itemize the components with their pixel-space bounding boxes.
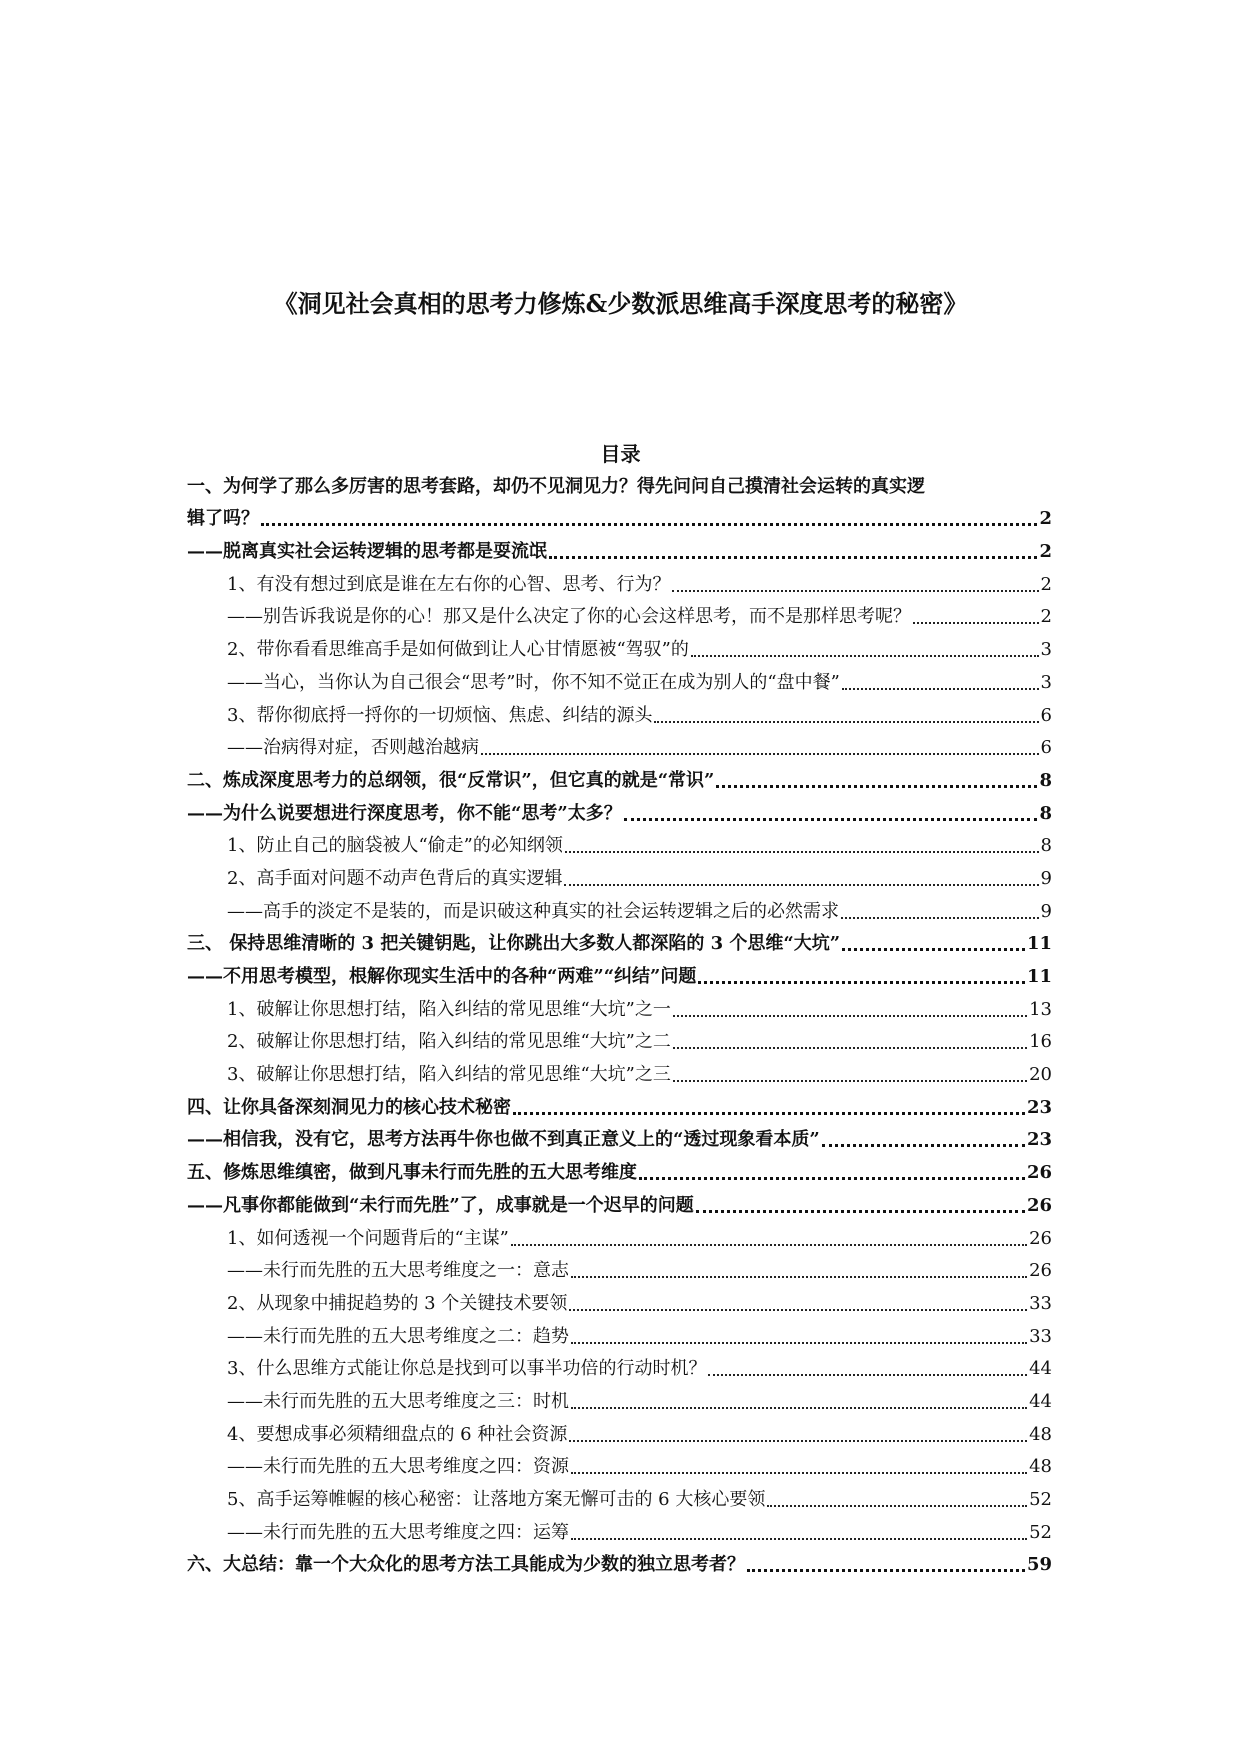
- toc-entry[interactable]: [187, 732, 1052, 765]
- toc-entry[interactable]: [187, 503, 1052, 536]
- toc-entry-text: ——为什么说要想进行深度思考，你不能“思考”太多？: [187, 802, 622, 824]
- toc-page-number: 2: [1040, 573, 1052, 595]
- toc-entry-text: 5、高手运筹帷幄的核心秘密：让落地方案无懈可击的 6 大核心要领: [227, 1489, 766, 1510]
- toc-entry-text: 辑了吗？: [187, 508, 259, 530]
- toc-page-number: 3: [1040, 639, 1052, 661]
- toc-entry[interactable]: [187, 1091, 1052, 1124]
- toc-entry[interactable]: [187, 797, 1052, 830]
- toc-entry-text: 3、什么思维方式能让你总是找到可以事半功倍的行动时机？: [227, 1358, 707, 1380]
- toc-entry-text: 五、修炼思维缜密，做到凡事未行而先胜的五大思考维度: [187, 1162, 637, 1184]
- toc-entry[interactable]: [187, 1124, 1052, 1157]
- toc-page-number: 2: [1039, 541, 1052, 563]
- toc-entry-text: 4、要想成事必须精细盘点的 6 种社会资源: [227, 1423, 568, 1445]
- toc-entry-text: ——凡事你都能做到“未行而先胜”了，成事就是一个迟早的问题: [187, 1194, 694, 1216]
- toc-page-number: 20: [1029, 1064, 1052, 1086]
- toc-entry[interactable]: [187, 1255, 1052, 1288]
- toc-entry[interactable]: [187, 1451, 1052, 1484]
- dot-leader: [569, 1440, 1027, 1442]
- toc-entry-text: ——未行而先胜的五大思考维度之四：运筹: [227, 1521, 569, 1543]
- toc-entry[interactable]: [187, 1353, 1052, 1386]
- table-of-contents: [187, 470, 1052, 1581]
- toc-entry-text: 1、防止自己的脑袋被人“偷走”的必知纲领: [227, 835, 563, 857]
- toc-entry[interactable]: [187, 666, 1052, 699]
- dot-leader: [691, 655, 1039, 657]
- toc-page-number: 26: [1029, 1260, 1052, 1282]
- dot-leader: [511, 1244, 1027, 1246]
- toc-page-number: 59: [1026, 1554, 1052, 1576]
- toc-entry-text: ——相信我，没有它，思考方法再牛你也做不到真正意义上的“透过现象看本质”: [187, 1129, 820, 1151]
- dot-leader: [716, 785, 1037, 788]
- toc-entry-text: ——高手的淡定不是装的，而是识破这种真实的社会运转逻辑之后的必然需求: [227, 900, 839, 922]
- dot-leader: [624, 818, 1038, 821]
- toc-page-number: 44: [1029, 1358, 1052, 1380]
- dot-leader: [841, 917, 1039, 919]
- dot-leader: [569, 1309, 1027, 1311]
- toc-entry-text: ——别告诉我说是你的心！那又是什么决定了你的心会这样思考，而不是那样思考呢？: [227, 606, 911, 628]
- toc-entry-text: 1、破解让你思想打结，陷入纠结的常见思维“大坑”之一: [227, 998, 671, 1020]
- toc-entry[interactable]: [187, 633, 1052, 666]
- toc-entry-text: ——脱离真实社会运转逻辑的思考都是耍流氓: [187, 541, 547, 563]
- dot-leader: [672, 590, 1038, 592]
- toc-entry[interactable]: [187, 601, 1052, 634]
- toc-page-number: 26: [1026, 1194, 1052, 1216]
- dot-leader: [571, 1538, 1027, 1540]
- dot-leader: [747, 1569, 1025, 1572]
- toc-entry[interactable]: [187, 960, 1052, 993]
- toc-entry[interactable]: [187, 535, 1052, 568]
- toc-page-number: 9: [1040, 867, 1052, 889]
- toc-entry-text: ——当心，当你认为自己很会“思考”时，你不知不觉正在成为别人的“盘中餐”: [227, 671, 840, 693]
- toc-entry[interactable]: [187, 1156, 1052, 1189]
- toc-page-number: 33: [1029, 1292, 1052, 1314]
- toc-entry[interactable]: [187, 699, 1052, 732]
- dot-leader: [696, 1210, 1025, 1213]
- dot-leader: [842, 948, 1025, 951]
- toc-entry-text: ——未行而先胜的五大思考维度之一：意志: [227, 1260, 569, 1282]
- toc-page-number: 23: [1026, 1096, 1052, 1118]
- toc-entry[interactable]: [187, 993, 1052, 1026]
- toc-entry[interactable]: [187, 470, 1052, 503]
- dot-leader: [698, 981, 1025, 984]
- toc-entry-text: ——不用思考模型，根解你现实生活中的各种“两难”“纠结”问题: [187, 966, 697, 987]
- toc-page-number: 26: [1029, 1227, 1052, 1249]
- toc-page-number: 52: [1029, 1489, 1052, 1510]
- toc-entry-text: ——治病得对症，否则越治越病: [227, 737, 479, 759]
- toc-entry-text: 三、 保持思维清晰的 3 把关键钥匙，让你跳出大多数人都深陷的 3 个思维“大坑”: [187, 933, 841, 955]
- toc-page-number: 3: [1040, 671, 1052, 693]
- toc-page-number: 48: [1029, 1456, 1052, 1478]
- toc-entry[interactable]: [187, 1222, 1052, 1255]
- dot-leader: [822, 1144, 1025, 1147]
- toc-entry[interactable]: [187, 1385, 1052, 1418]
- toc-entry[interactable]: [187, 1287, 1052, 1320]
- dot-leader: [767, 1505, 1027, 1507]
- toc-entry-text: 一、为何学了那么多厉害的思考套路，却仍不见洞见力？得先问问自己摸清社会运转的真实逻: [187, 475, 925, 497]
- dot-leader: [571, 1342, 1027, 1344]
- toc-entry-text: ——未行而先胜的五大思考维度之三：时机: [227, 1390, 569, 1412]
- dot-leader: [571, 1472, 1027, 1474]
- toc-entry-text: ——未行而先胜的五大思考维度之二：趋势: [227, 1325, 569, 1347]
- toc-page-number: 8: [1040, 835, 1052, 857]
- toc-page-number: 23: [1026, 1129, 1052, 1151]
- dot-leader: [842, 688, 1039, 690]
- dot-leader: [261, 523, 1037, 526]
- dot-leader: [571, 1276, 1027, 1278]
- toc-page-number: 8: [1039, 769, 1052, 791]
- document-title: 《洞见社会真相的思考力修炼&少数派思维高手深度思考的秘密》: [273, 289, 968, 318]
- toc-entry-text: ——未行而先胜的五大思考维度之四：资源: [227, 1456, 569, 1478]
- toc-page-number: 6: [1040, 704, 1052, 726]
- dot-leader: [913, 622, 1039, 624]
- toc-page-number: 26: [1026, 1162, 1052, 1184]
- toc-entry[interactable]: [187, 1026, 1052, 1059]
- toc-entry[interactable]: [187, 928, 1052, 961]
- dot-leader: [673, 1047, 1027, 1049]
- toc-page-number: 13: [1029, 998, 1052, 1020]
- toc-entry[interactable]: [187, 1320, 1052, 1353]
- toc-entry-text: 2、高手面对问题不动声色背后的真实逻辑: [227, 867, 563, 889]
- toc-entry[interactable]: [187, 568, 1052, 601]
- toc-page-number: 44: [1029, 1390, 1052, 1412]
- toc-entry-text: 3、帮你彻底捋一捋你的一切烦恼、焦虑、纠结的源头: [227, 704, 653, 726]
- dot-leader: [513, 1112, 1025, 1115]
- toc-entry[interactable]: [187, 1418, 1052, 1451]
- toc-page-number: 2: [1039, 508, 1052, 530]
- dot-leader: [673, 1080, 1027, 1082]
- toc-page-number: 9: [1040, 900, 1052, 922]
- toc-entry-text: 2、从现象中捕捉趋势的 3 个关键技术要领: [227, 1292, 568, 1314]
- toc-entry-text: 3、破解让你思想打结，陷入纠结的常见思维“大坑”之三: [227, 1064, 671, 1086]
- toc-entry[interactable]: [187, 1189, 1052, 1222]
- toc-entry-text: 二、炼成深度思考力的总纲领，很“反常识”，但它真的就是“常识”: [187, 769, 715, 791]
- toc-page-number: 16: [1029, 1031, 1052, 1053]
- toc-entry[interactable]: [187, 1516, 1052, 1549]
- dot-leader: [549, 556, 1037, 559]
- dot-leader: [565, 851, 1039, 853]
- toc-heading: 目录: [600, 442, 641, 466]
- toc-entry-text: 2、破解让你思想打结，陷入纠结的常见思维“大坑”之二: [227, 1031, 671, 1053]
- toc-entry-text: 六、大总结：靠一个大众化的思考方法工具能成为少数的独立思考者？: [187, 1554, 745, 1576]
- toc-entry[interactable]: [187, 862, 1052, 895]
- toc-entry[interactable]: [187, 830, 1052, 863]
- toc-page-number: 2: [1040, 606, 1052, 628]
- toc-entry-text: 1、有没有想过到底是谁在左右你的心智、思考、行为？: [227, 573, 671, 595]
- toc-page-number: 11: [1026, 933, 1052, 955]
- dot-leader: [639, 1177, 1025, 1180]
- dot-leader: [481, 753, 1039, 755]
- toc-entry[interactable]: [187, 1058, 1052, 1091]
- dot-leader: [673, 1015, 1027, 1017]
- dot-leader: [564, 884, 1038, 886]
- dot-leader: [708, 1374, 1027, 1376]
- toc-entry-text: 1、如何透视一个问题背后的“主谋”: [227, 1227, 509, 1249]
- toc-page-number: 48: [1029, 1423, 1052, 1445]
- dot-leader: [571, 1407, 1027, 1409]
- toc-page-number: 33: [1029, 1325, 1052, 1347]
- toc-page-number: 6: [1040, 737, 1052, 759]
- toc-entry[interactable]: [187, 895, 1052, 928]
- toc-page-number: 8: [1039, 802, 1052, 824]
- toc-page-number: 52: [1029, 1521, 1052, 1543]
- toc-entry[interactable]: [187, 764, 1052, 797]
- toc-entry[interactable]: [187, 1483, 1052, 1516]
- dot-leader: [654, 721, 1038, 723]
- toc-entry[interactable]: [187, 1549, 1052, 1582]
- toc-entry-text: 2、带你看看思维高手是如何做到让人心甘情愿被“驾驭”的: [227, 639, 689, 661]
- toc-entry-text: 四、让你具备深刻洞见力的核心技术秘密: [187, 1096, 511, 1118]
- toc-page-number: 11: [1026, 966, 1052, 987]
